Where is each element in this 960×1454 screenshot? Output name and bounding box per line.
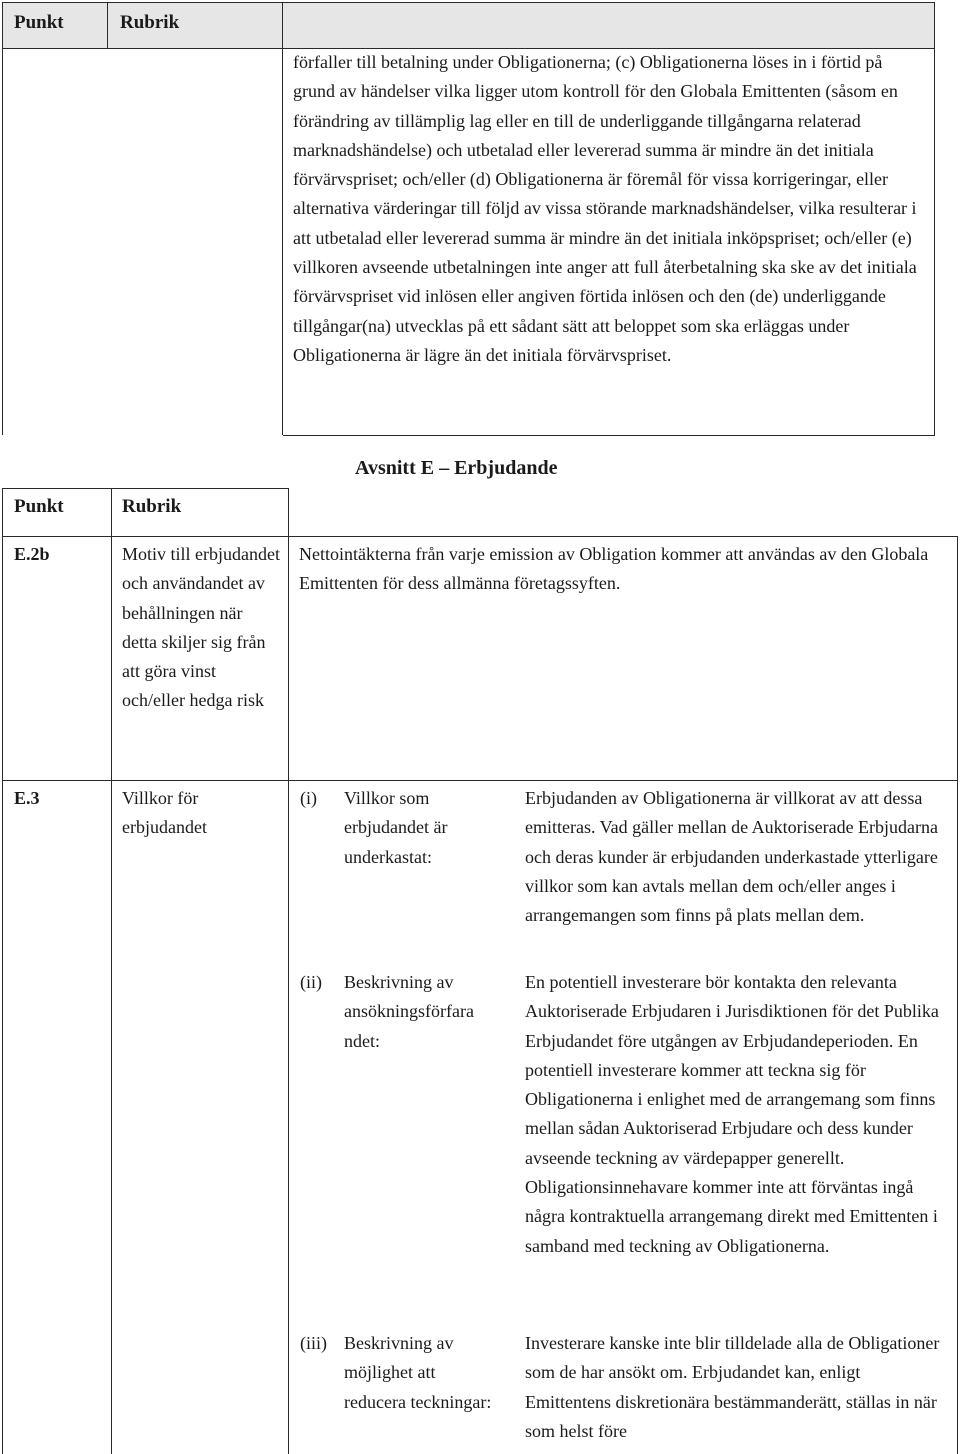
table1-header-rubrik-label: Rubrik	[120, 12, 180, 33]
e3-item-ii-num: (ii)	[300, 972, 322, 992]
table1-header-blank	[283, 2, 934, 48]
table1-header-rubrik	[108, 2, 282, 48]
e3-rubrik: Villkor för erbjudandet	[122, 788, 207, 838]
e2b-text: Nettointäkterna från varje emission av Obligation kommer att användas av den Globala Emittenten för dess allmänna företagssyften.	[299, 544, 929, 594]
e3-item-ii-text: En potentiell investerare bör kontakta den relevanta Auktoriserade Erbjudaren i Jurisdiktionen för det Publika Erbjudandet före utgången av Erbjudandeperioden. En potentiell investerare kommer att teckna sig för Obligationerna i enlighet med de arrangemang som finns mellan sådan Auktoriserad Erbjudare och dess kunder avseende teckning av värdepapper generellt. Obligationsinnehavare kommer inte att förväntas ingå några kontraktuella arrangemang direkt med Emittenten i samband med teckning av Obligationerna.	[525, 972, 939, 1256]
e3-item-iii-text: Investerare kanske inte blir tilldelade alla de Obligationer som de har ansökt om. Erbjudandet kan, enligt Emittentens diskretionära bestämmanderätt, ställas in när som helst före	[525, 1333, 940, 1441]
table2-header-rubrik: Rubrik	[122, 496, 182, 517]
e3-item-iii-label: Beskrivning av möjlighet att reducera teckningar:	[344, 1333, 492, 1412]
e3-punkt: E.3	[14, 788, 40, 808]
e3-item-i-num: (i)	[300, 788, 317, 808]
e3-item-i-text: Erbjudanden av Obligationerna är villkorat av att dessa emitteras. Vad gäller mellan de Auktoriserade Erbjudarna och deras kunder är erbjudanden underkastade ytterligare villkor som kan avtals mellan dem och/eller anges i arrangemangen som finns på plats mellan dem.	[525, 788, 939, 926]
e2b-rubrik: Motiv till erbjudandet och användandet av behållningen när detta skiljer sig från att göra vinst och/eller hedga risk	[122, 544, 280, 711]
e2b-punkt: E.2b	[14, 544, 50, 564]
e3-item-iii-num: (iii)	[300, 1333, 327, 1353]
e3-item-i-label: Villkor som erbjudandet är underkastat:	[344, 788, 448, 867]
table1-continued-text: förfaller till betalning under Obligationerna; (c) Obligationerna löses in i förtid på grund av händelser vilka ligger utom kontroll för den Globala Emittenten (såsom en förändring av tillämplig lag eller en till de underliggande tillgångarna relaterad marknadshändelse) och utbetalad eller levererad summa är mindre än det initiala förvärvspriset; och/eller (d) Obligationerna är föremål för vissa korrigeringar, eller alternativa värderingar till följd av vissa störande marknadshändelser, vilka resulterar i att utbetalad eller levererad summa är mindre än det initiala inköpspriset; och/eller (e) villkoren avseende utbetalningen inte anger att full återbetalning ska ske av det initiala förvärvspriset vid inlösen eller angiven förtida inlösen och den (de) underliggande tillgångar(na) utvecklas på ett sådant sätt att beloppet som ska erläggas under Obligationerna är lägre än det initiala förvärvspriset.	[293, 52, 917, 365]
section-title: Avsnitt E – Erbjudande	[355, 457, 558, 479]
table1-header-punkt	[2, 2, 107, 48]
e3-item-ii-label: Beskrivning av ansökningsförfara ndet:	[344, 972, 474, 1051]
table1-header-punkt-label: Punkt	[14, 12, 64, 33]
table2-header-punkt: Punkt	[14, 496, 64, 517]
